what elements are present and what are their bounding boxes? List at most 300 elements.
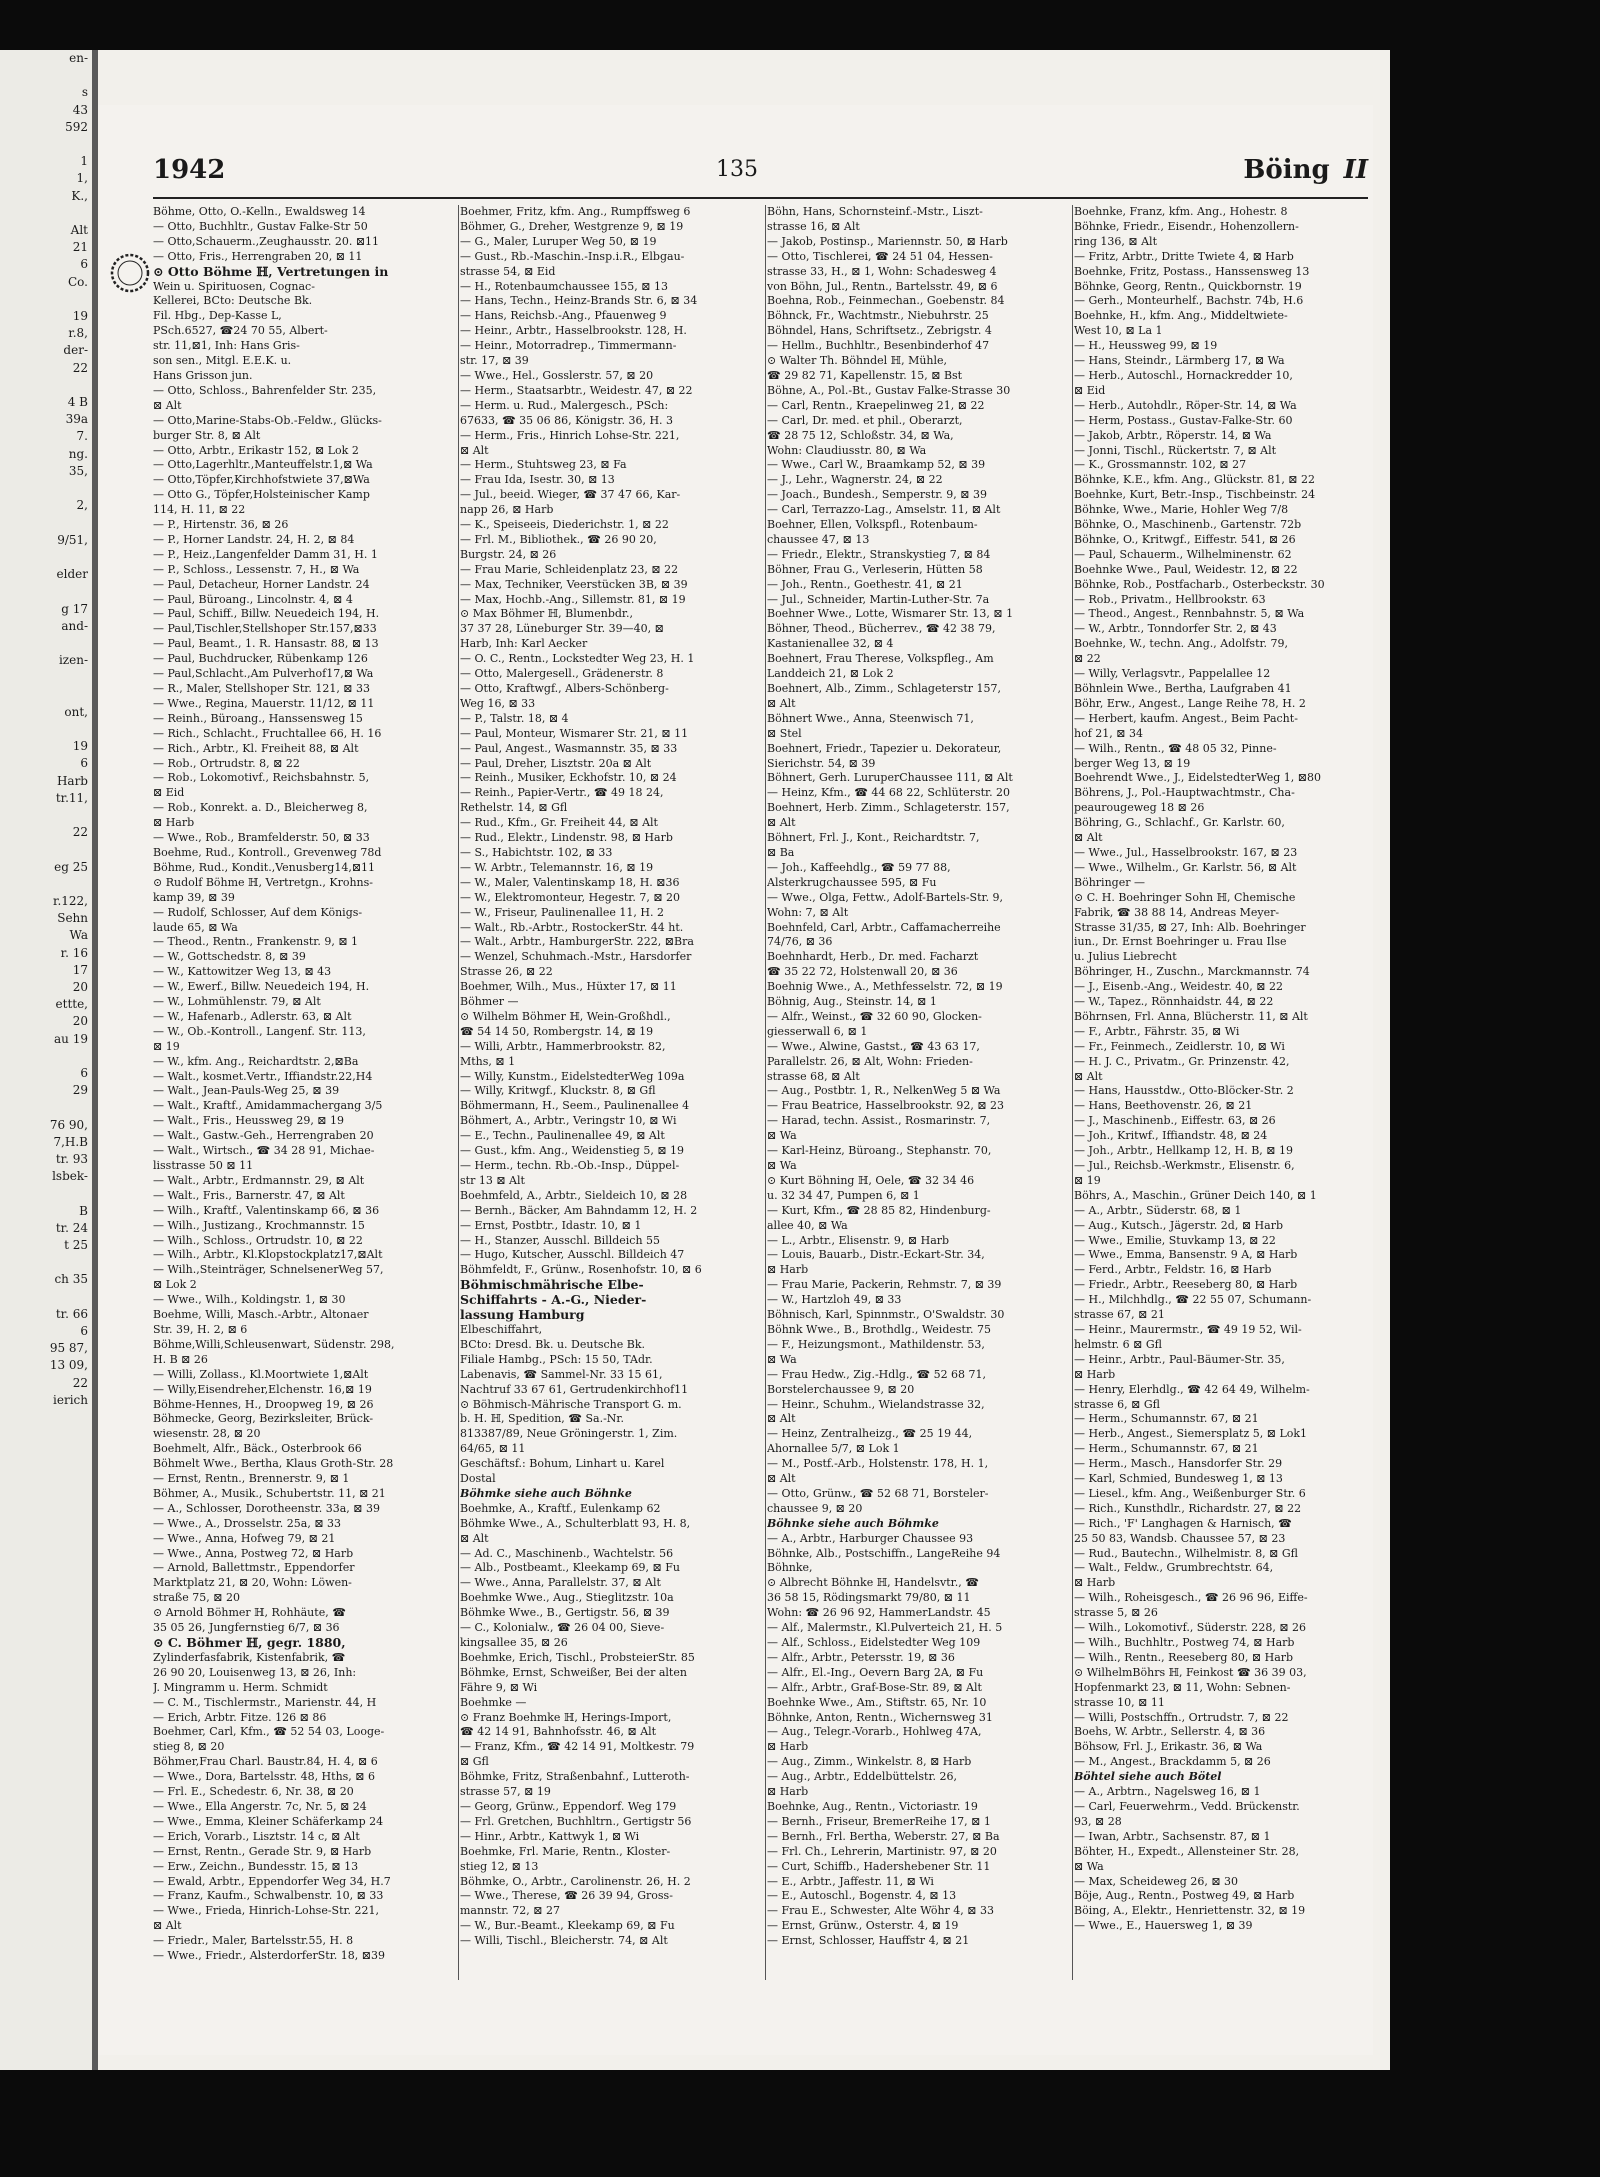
directory-entry-line: Böhmke, Ernst, Schweißer, Bei der alten	[460, 1665, 687, 1679]
directory-entry-line: ⊠ Wa	[767, 1129, 797, 1143]
directory-entry-line: strasse 54, ⊠ Eid	[460, 264, 556, 278]
directory-entry-line: Fil. Hbg., Dep-Kasse L,	[153, 309, 282, 323]
margin-fragment: 29	[72, 1083, 88, 1098]
directory-entry-line: straße 75, ⊠ 20	[153, 1591, 240, 1605]
directory-entry-line: Boehnert, Herb. Zimm., Schlageterstr. 157,	[767, 801, 1010, 815]
directory-entry-line: Böhmke Wwe., A., Schulterblatt 93, H. 8,	[460, 1516, 691, 1530]
directory-entry-line: — Reinh., Büroang., Hanssensweg 15	[153, 711, 363, 725]
margin-fragment: r.122,	[53, 893, 88, 908]
directory-entry-line: hof 21, ⊠ 34	[1074, 726, 1143, 740]
directory-entry-line: ⊠ Alt	[460, 443, 489, 457]
directory-entry-line: allee 40, ⊠ Wa	[767, 1218, 848, 1232]
directory-entry-line: — Hugo, Kutscher, Ausschl. Billdeich 47	[460, 1248, 685, 1262]
directory-entry-line: stieg 8, ⊠ 20	[153, 1740, 225, 1754]
directory-entry-line: — Herm., Staatsarbtr., Weidestr. 47, ⊠ 22	[460, 383, 693, 397]
directory-entry-line: 74/76, ⊠ 36	[767, 935, 833, 949]
directory-entry-line: — P., Hirtenstr. 36, ⊠ 26	[153, 518, 289, 532]
directory-entry-line: Böhrnsen, Frl. Anna, Blücherstr. 11, ⊠ Alt	[1074, 1009, 1308, 1023]
margin-fragment: 17	[72, 962, 88, 977]
margin-fragment: r.8,	[68, 326, 88, 341]
directory-entry-line: lisstrasse 50 ⊠ 11	[153, 1159, 254, 1172]
directory-entry-line: strasse 10, ⊠ 11	[1074, 1695, 1165, 1709]
directory-entry-line: burger Str. 8, ⊠ Alt	[153, 428, 261, 442]
directory-entry-line: Böhnisch, Karl, Spinnmstr., O'Swaldstr. 30	[767, 1308, 1005, 1322]
margin-fragment: elder	[56, 567, 88, 582]
directory-entry-line: Böhmke, O., Arbtr., Carolinenstr. 26, H. 2	[460, 1874, 691, 1888]
directory-entry-line: giesserwall 6, ⊠ 1	[767, 1024, 868, 1038]
directory-entry-line: — Ernst, Rentn., Gerade Str. 9, ⊠ Harb	[153, 1844, 372, 1858]
directory-entry-line: Boehnke Wwe., Am., Stiftstr. 65, Nr. 10	[767, 1695, 987, 1709]
directory-entry-line: Böhring, G., Schlachf., Gr. Karlstr. 60,	[1074, 816, 1285, 830]
directory-entry-line: — Fr., Feinmech., Zeidlerstr. 10, ⊠ Wi	[1074, 1039, 1285, 1053]
directory-entry-line: — Wwe., Carl W., Braamkamp 52, ⊠ 39	[767, 458, 986, 472]
directory-entry-line: Böhnke, K.E., kfm. Ang., Glückstr. 81, ⊠ 22	[1074, 473, 1316, 487]
directory-entry-line: Böhnert, Frl. J., Kont., Reichardtstr. 7,	[767, 831, 980, 845]
directory-entry-line: — Willi, Tischl., Bleicherstr. 74, ⊠ Alt	[460, 1934, 668, 1948]
directory-entry-line: Boehnert, Friedr., Tapezier u. Dekorateur,	[767, 741, 1002, 755]
directory-entry-line: — Curt, Schiffb., Hadershebener Str. 11	[767, 1859, 991, 1873]
margin-fragment: 9/51,	[57, 532, 88, 547]
margin-fragment: 35,	[68, 463, 88, 478]
column-2	[460, 205, 752, 1949]
directory-entry-line: — Bernh., Frl. Bertha, Weberstr. 27, ⊠ Ba	[767, 1829, 1000, 1843]
margin-fragment: 1,	[76, 171, 88, 186]
directory-entry-line: — Willy,Eisendreher,Elchenstr. 16,⊠ 19	[153, 1382, 372, 1396]
directory-entry-line: Boehmfeld, A., Arbtr., Sieldeich 10, ⊠ 28	[460, 1188, 688, 1202]
column-rule	[458, 205, 459, 1980]
margin-fragment	[0, 1254, 92, 1271]
directory-entry-line: — Rob., Privatm., Hellbrookstr. 63	[1074, 592, 1266, 606]
directory-entry-line: Strasse 26, ⊠ 22	[460, 965, 553, 979]
directory-entry-line: — Frau E., Schwester, Alte Wöhr 4, ⊠ 33	[767, 1904, 994, 1918]
directory-entry-line: — Wilh., Lokomotivf., Süderstr. 228, ⊠ 26	[1074, 1621, 1307, 1635]
directory-entry-line: u. 32 34 47, Pumpen 6, ⊠ 1	[767, 1188, 920, 1202]
page-year: 1942	[153, 155, 226, 185]
directory-entry-line: Boehnke, Aug., Rentn., Victoriastr. 19	[767, 1799, 978, 1813]
directory-entry-line: Mths, ⊠ 1	[460, 1054, 516, 1068]
margin-fragment: Harb	[56, 773, 88, 788]
column-4	[1074, 205, 1366, 1934]
directory-entry-line: — W., Elektromonteur, Hegestr. 7, ⊠ 20	[460, 890, 681, 904]
directory-entry-line: BCto: Dresd. Bk. u. Deutsche Bk.	[460, 1337, 646, 1351]
directory-entry-line: — Otto, Schloss., Bahrenfelder Str. 235,	[153, 383, 377, 397]
directory-entry-line: Boehnert, Frau Therese, Volkspfleg., Am	[767, 652, 994, 666]
directory-entry-line: ⊙ WilhelmBöhrs ℍ, Feinkost ☎ 36 39 03,	[1074, 1665, 1307, 1679]
directory-entry-line: J. Mingramm u. Herm. Schmidt	[153, 1680, 328, 1694]
directory-entry-line: — Walt., Wirtsch., ☎ 34 28 91, Michae-	[153, 1144, 375, 1158]
directory-entry-line: — W., Gottschedstr. 8, ⊠ 39	[153, 950, 306, 964]
directory-entry-line: Boehmke Wwe., Aug., Stieglitzstr. 10a	[460, 1591, 674, 1605]
directory-entry-line: — Arnold, Ballettmstr., Eppendorfer	[153, 1561, 355, 1575]
directory-entry-line: Filiale Hambg., PSch: 15 50, TAdr.	[460, 1352, 653, 1366]
margin-fragment: lsbek-	[52, 1169, 88, 1184]
directory-entry-line: — Heinr., Arbtr., Hasselbrookstr. 128, H.	[460, 324, 687, 338]
directory-entry-line: — Jul., Schneider, Martin-Luther-Str. 7a	[767, 592, 990, 606]
directory-entry-line: 37 37 28, Lüneburger Str. 39—40, ⊠	[460, 622, 664, 636]
directory-entry-line: Böhter, H., Expedt., Allensteiner Str. 28,	[1074, 1844, 1300, 1858]
margin-fragment: 6	[80, 756, 88, 771]
directory-entry-line: — W. Arbtr., Telemannstr. 16, ⊠ 19	[460, 860, 654, 874]
directory-entry-line: Böhme-Hennes, H., Droopweg 19, ⊠ 26	[153, 1397, 374, 1411]
directory-entry-line: — Karl, Schmied, Bundesweg 1, ⊠ 13	[1074, 1472, 1283, 1486]
directory-entry-line: Boehmer, Carl, Kfm., ☎ 52 54 03, Looge-	[153, 1725, 385, 1739]
directory-entry-line: — E., Techn., Paulinenallee 49, ⊠ Alt	[460, 1129, 665, 1143]
directory-entry-line: strasse 16, ⊠ Alt	[767, 219, 860, 233]
directory-entry-line: — Alfr., Arbtr., Petersstr. 19, ⊠ 36	[767, 1650, 955, 1664]
margin-fragment: 6	[80, 1065, 88, 1080]
directory-entry-line: — Wwe., Emma, Bansenstr. 9 A, ⊠ Harb	[1074, 1248, 1298, 1262]
directory-entry-line: — Wwe., Ella Angerstr. 7c, Nr. 5, ⊠ 24	[153, 1799, 367, 1813]
directory-entry-line: — Otto, Arbtr., Erikastr 152, ⊠ Lok 2	[153, 443, 359, 457]
directory-entry-line: — E., Arbtr., Jaffestr. 11, ⊠ Wi	[767, 1874, 934, 1888]
directory-entry-line: 35 05 26, Jungfernstieg 6/7, ⊠ 36	[153, 1621, 340, 1635]
directory-entry-line: — Aug., Postbtr. 1, R., NelkenWeg 5 ⊠ Wa	[767, 1084, 1001, 1098]
directory-entry-line: — Gust., kfm. Ang., Weidenstieg 5, ⊠ 19	[460, 1144, 685, 1158]
directory-entry-line: ⊠ Lok 2	[153, 1278, 197, 1292]
directory-entry-line: Nachtruf 33 67 61, Gertrudenkirchhof11	[460, 1382, 689, 1396]
margin-fragment	[0, 1099, 92, 1116]
directory-entry-line: — W., Maler, Valentinskamp 18, H. ⊠36	[460, 875, 680, 889]
directory-entry-line: strasse 67, ⊠ 21	[1074, 1308, 1165, 1322]
directory-entry-line: — Wwe., Hel., Gosslerstr. 57, ⊠ 20	[460, 368, 654, 382]
margin-fragment	[0, 807, 92, 824]
directory-entry-line: — H., Rotenbaumchaussee 155, ⊠ 13	[460, 279, 669, 293]
directory-entry-line: — Liesel., kfm. Ang., Weißenburger Str. 6	[1074, 1486, 1306, 1500]
margin-fragment: ettte,	[55, 997, 88, 1012]
directory-entry-line: ⊠ 22	[1074, 652, 1101, 666]
directory-entry-line: Böhmecke, Georg, Bezirksleiter, Brück-	[153, 1412, 374, 1426]
directory-entry-line: Burgstr. 24, ⊠ 26	[460, 547, 557, 561]
directory-entry-line: Harb, Inh: Karl Aecker	[460, 637, 588, 651]
column-rule	[1072, 205, 1073, 1980]
margin-fragment: 22	[72, 1375, 88, 1390]
directory-entry-line: — Rudolf, Schlosser, Auf dem Königs-	[153, 905, 363, 919]
directory-entry-line: — Wwe., Anna, Postweg 72, ⊠ Harb	[153, 1546, 354, 1560]
directory-entry-line: — Herm., Stuhtsweg 23, ⊠ Fa	[460, 458, 627, 472]
directory-entry-line: von Böhn, Jul., Rentn., Bartelsstr. 49, ⊠ 6	[767, 279, 998, 293]
directory-entry-line: — Franz, Kfm., ☎ 42 14 91, Moltkestr. 79	[460, 1740, 695, 1754]
directory-entry-line: Böhrens, J., Pol.-Hauptwachtmstr., Cha-	[1074, 786, 1295, 800]
directory-entry-line: ⊙ C. H. Boehringer Sohn ℍ, Chemische	[1074, 890, 1296, 904]
directory-entry-line: — Wilh., Kraftf., Valentinskamp 66, ⊠ 36	[153, 1203, 380, 1217]
directory-entry-line: — Gerh., Monteurhelf., Bachstr. 74b, H.6	[1074, 294, 1304, 308]
directory-entry-line: — Jul., beeid. Wieger, ☎ 37 47 66, Kar-	[460, 488, 681, 502]
directory-entry-line: — Frl. Ch., Lehrerin, Martinistr. 97, ⊠ 20	[767, 1844, 997, 1858]
directory-entry-line: ⊠ Stel	[767, 726, 802, 740]
directory-entry-line: — Paul, Schiff., Billw. Neuedeich 194, H.	[153, 607, 380, 621]
directory-entry-line: — H., Stanzer, Ausschl. Billdeich 55	[460, 1233, 661, 1247]
margin-fragment: der-	[63, 343, 88, 358]
directory-entry-line: ☎ 28 75 12, Schloßstr. 34, ⊠ Wa,	[767, 428, 954, 442]
directory-entry-line: — Wwe., Friedr., AlsterdorferStr. 18, ⊠39	[153, 1949, 385, 1963]
margin-fragment: 20	[72, 1014, 88, 1029]
directory-entry-line: — Rud., Bautechn., Wilhelmistr. 8, ⊠ Gfl	[1074, 1546, 1299, 1560]
directory-entry-line: — W., Kattowitzer Weg 13, ⊠ 43	[153, 965, 332, 979]
directory-entry-line: Str. 39, H. 2, ⊠ 6	[153, 1322, 248, 1336]
margin-fragment: K.,	[71, 188, 88, 203]
directory-entry-line: Wohn: Claudiusstr. 80, ⊠ Wa	[767, 443, 927, 457]
directory-entry-line: ⊙ C. Böhmer ℍ, gegr. 1880,	[153, 1636, 346, 1650]
directory-entry-line: Böhnke, Georg, Rentn., Quickbornstr. 19	[1074, 279, 1302, 293]
directory-entry-line: — S., Habichtstr. 102, ⊠ 33	[460, 845, 613, 859]
margin-fragment: 6	[80, 257, 88, 272]
directory-entry-line: — W., Friseur, Paulinenallee 11, H. 2	[460, 905, 665, 919]
margin-fragment	[0, 549, 92, 566]
directory-entry-line: — Otto,Töpfer,Kirchhofstwiete 37,⊠Wa	[153, 473, 370, 487]
directory-entry-line: 813387/89, Neue Gröningerstr. 1, Zim.	[460, 1427, 678, 1441]
directory-entry-line: — J., Maschinenb., Eiffestr. 63, ⊠ 26	[1074, 1114, 1276, 1128]
directory-entry-line: str 13 ⊠ Alt	[460, 1173, 525, 1187]
directory-entry-line: — Wwe., A., Drosselstr. 25a, ⊠ 33	[153, 1516, 342, 1530]
margin-fragment: 4 B	[67, 395, 88, 410]
directory-entry-line: — Hans, Steindr., Lärmberg 17, ⊠ Wa	[1074, 354, 1285, 368]
directory-entry-line: — M., Angest., Brackdamm 5, ⊠ 26	[1074, 1755, 1271, 1769]
directory-entry-line: chaussee 9, ⊠ 20	[767, 1501, 863, 1515]
margin-fragment: 592	[65, 119, 88, 134]
directory-entry-line: — Wwe., Dora, Bartelsstr. 48, Hths, ⊠ 6	[153, 1770, 376, 1784]
margin-fragment: eg 25	[54, 859, 88, 874]
directory-entry-line: ⊠ Harb	[767, 1740, 809, 1754]
directory-entry-line: — W., Lohmühlenstr. 79, ⊠ Alt	[153, 995, 321, 1009]
directory-entry-line: — Hans, Techn., Heinz-Brands Str. 6, ⊠ 34	[460, 294, 698, 308]
directory-entry-line: — Alf., Schloss., Eidelstedter Weg 109	[767, 1636, 981, 1649]
directory-entry-line: Böhnig, Aug., Steinstr. 14, ⊠ 1	[767, 995, 937, 1009]
directory-entry-line: Rethelstr. 14, ⊠ Gfl	[460, 801, 568, 815]
directory-entry-line: — Aug., Telegr.-Vorarb., Hohlweg 47A,	[767, 1725, 982, 1739]
margin-fragment: tr. 93	[55, 1152, 88, 1166]
directory-entry-line: — Aug., Arbtr., Eddelbüttelstr. 26,	[767, 1770, 957, 1784]
directory-entry-line: — Carl, Rentn., Kraepelinweg 21, ⊠ 22	[767, 398, 985, 412]
directory-entry-line: ⊠ Wa	[767, 1159, 797, 1172]
directory-entry-line: — Walt., kosmet.Vertr., Iffiandstr.22,H4	[153, 1069, 373, 1083]
directory-entry-line: strasse 5, ⊠ 26	[1074, 1606, 1158, 1620]
margin-fragment: s	[81, 85, 88, 100]
directory-entry-line: — Alf., Malermstr., Kl.Pulverteich 21, H. 5	[767, 1621, 1003, 1635]
directory-entry-line: Boehnke, Fritz, Postass., Hanssensweg 13	[1074, 264, 1310, 278]
directory-entry-line: Böhne, A., Pol.-Bt., Gustav Falke-Strasse 30	[767, 383, 1011, 397]
directory-entry-line: — C., Kolonialw., ☎ 26 04 00, Sieve-	[460, 1621, 665, 1635]
directory-entry-line: Böhnke, Anton, Rentn., Wichernsweg 31	[767, 1710, 993, 1724]
directory-entry-line: — Herm, Postass., Gustav-Falke-Str. 60	[1074, 413, 1293, 427]
directory-entry-line: — Paul, Beamt., 1. R. Hansastr. 88, ⊠ 13	[153, 637, 379, 651]
margin-fragment: ch 35	[54, 1272, 88, 1287]
margin-fragment: ierich	[53, 1392, 88, 1407]
directory-entry-line: — Alb., Postbeamt., Kleekamp 69, ⊠ Fu	[460, 1561, 680, 1575]
directory-entry-line: Böhmke siehe auch Böhnke	[460, 1486, 632, 1500]
scan-border	[1390, 105, 1600, 2095]
margin-fragment	[0, 136, 92, 153]
directory-entry-line: — Heinr., Arbtr., Paul-Bäumer-Str. 35,	[1074, 1352, 1285, 1366]
margin-fragment: tr.11,	[55, 790, 88, 805]
directory-entry-line: Labenavis, ☎ Sammel-Nr. 33 15 61,	[460, 1367, 663, 1381]
directory-entry-line: — Max, Hochb.-Ang., Sillemstr. 81, ⊠ 19	[460, 592, 686, 606]
directory-entry-line: Böhnk Wwe., B., Brothdlg., Weidestr. 75	[767, 1322, 991, 1336]
directory-entry-line: — Aug., Kutsch., Jägerstr. 2d, ⊠ Harb	[1074, 1218, 1283, 1232]
margin-fragment: 13 09,	[49, 1358, 88, 1373]
directory-entry-line: — Wilh., Rentn., Reeseberg 80, ⊠ Harb	[1074, 1650, 1294, 1664]
directory-entry-line: — Heinr., Motorradrep., Timmermann-	[460, 339, 677, 353]
directory-entry-line: Elbeschiffahrt,	[460, 1322, 543, 1336]
directory-entry-line: — Wwe., Regina, Mauerstr. 11/12, ⊠ 11	[153, 696, 375, 710]
directory-entry-line: Böhnke siehe auch Böhmke	[767, 1516, 939, 1530]
directory-entry-line: — Karl-Heinz, Büroang., Stephanstr. 70,	[767, 1144, 992, 1158]
directory-entry-line: Boehmelt, Alfr., Bäck., Osterbrook 66	[153, 1442, 362, 1456]
directory-entry-line: wiesenstr. 28, ⊠ 20	[153, 1427, 261, 1441]
directory-entry-line: Böhnke,	[767, 1561, 813, 1575]
directory-entry-line: ⊠ 19	[1074, 1173, 1101, 1187]
directory-entry-line: ⊠ Eid	[1074, 383, 1106, 397]
directory-entry-line: — Walt., Fris., Barnerstr. 47, ⊠ Alt	[153, 1188, 345, 1202]
directory-entry-line: Böhsow, Frl. J., Erikastr. 36, ⊠ Wa	[1074, 1740, 1263, 1754]
directory-entry-line: — Alfr., Weinst., ☎ 32 60 90, Glocken-	[767, 1009, 982, 1023]
directory-entry-line: Böhner, Frau G., Verleserin, Hütten 58	[767, 562, 983, 576]
directory-entry-line: — Erw., Zeichn., Bundesstr. 15, ⊠ 13	[153, 1859, 359, 1873]
directory-entry-line: ⊠ Wa	[767, 1352, 797, 1366]
margin-fragment: Co.	[67, 274, 88, 289]
directory-entry-line: ⊙ Albrecht Böhnke ℍ, Handelsvtr., ☎	[767, 1576, 979, 1590]
directory-entry-line: lassung Hamburg	[460, 1308, 585, 1323]
directory-entry-line: — Friedr., Maler, Bartelsstr.55, H. 8	[153, 1934, 354, 1948]
directory-entry-line: Böhndel, Hans, Schriftsetz., Zebrigstr. 4	[767, 324, 992, 338]
directory-entry-line: napp 26, ⊠ Harb	[460, 503, 554, 517]
directory-entry-line: Hans Grisson jun.	[153, 368, 253, 382]
directory-entry-line: — P., Horner Landstr. 24, H. 2, ⊠ 84	[153, 532, 355, 546]
directory-entry-line: ⊙ Böhmisch-Mährische Transport G. m.	[460, 1397, 682, 1411]
directory-entry-line: H. B ⊠ 26	[153, 1352, 208, 1366]
directory-entry-line: — Paul, Monteur, Wismarer Str. 21, ⊠ 11	[460, 726, 689, 740]
directory-entry-line: Boehnke Wwe., Paul, Weidestr. 12, ⊠ 22	[1074, 562, 1298, 576]
directory-entry-line: Strasse 31/35, ⊠ 27, Inh: Alb. Boehringer	[1074, 920, 1306, 934]
directory-entry-line: — Rich., 'F' Langhagen & Harnisch, ☎	[1074, 1516, 1292, 1530]
directory-entry-line: — L., Arbtr., Elisenstr. 9, ⊠ Harb	[767, 1233, 950, 1247]
directory-entry-line: — Frau Marie, Packerin, Rehmstr. 7, ⊠ 39	[767, 1278, 1002, 1292]
directory-entry-line: — P., Schloss., Lessenstr. 7, H., ⊠ Wa	[153, 562, 360, 576]
directory-entry-line: Böhtel siehe auch Bötel	[1074, 1770, 1222, 1784]
directory-entry-line: Böhnlein Wwe., Bertha, Laufgraben 41	[1074, 682, 1292, 695]
directory-entry-line: — A., Arbtr., Harburger Chaussee 93	[767, 1531, 974, 1545]
directory-entry-line: — Hellm., Buchhltr., Besenbinderhof 47	[767, 339, 990, 353]
directory-entry-line: — Herb., Angest., Siemersplatz 5, ⊠ Lok1	[1074, 1427, 1308, 1441]
margin-fragment: 39a	[65, 412, 88, 427]
directory-entry-line: ⊠ Alt	[153, 1919, 182, 1933]
directory-entry-line: Dostal	[460, 1472, 496, 1486]
directory-entry-line: — A., Arbtrn., Nagelsweg 16, ⊠ 1	[1074, 1785, 1261, 1799]
directory-entry-line: — W., Hartzloh 49, ⊠ 33	[767, 1293, 902, 1307]
directory-entry-line: Weg 16, ⊠ 33	[460, 696, 536, 710]
directory-entry-line: 93, ⊠ 28	[1074, 1814, 1122, 1828]
directory-entry-line: — P., Heiz.,Langenfelder Damm 31, H. 1	[153, 547, 378, 561]
directory-entry-line: — Paul,Schlacht.,Am Pulverhof17,⊠ Wa	[153, 667, 374, 681]
directory-entry-line: — Erich, Vorarb., Lisztstr. 14 c, ⊠ Alt	[153, 1829, 360, 1843]
directory-entry-line: — Ernst, Grünw., Osterstr. 4, ⊠ 19	[767, 1919, 959, 1933]
directory-entry-line: West 10, ⊠ La 1	[1074, 324, 1163, 338]
directory-entry-line: — Wenzel, Schuhmach.-Mstr., Harsdorfer	[460, 950, 692, 964]
directory-entry-line: ⊠ Alt	[767, 1472, 796, 1486]
directory-entry-line: — Bernh., Bäcker, Am Bahndamm 12, H. 2	[460, 1203, 698, 1217]
directory-entry-line: Zylinderfasfabrik, Kistenfabrik, ☎	[153, 1650, 346, 1664]
directory-entry-line: — Gust., Rb.-Maschin.-Insp.i.R., Elbgau-	[460, 249, 685, 263]
previous-page-edge	[0, 50, 94, 2070]
directory-entry-line: — Willy, Verlagsvtr., Pappelallee 12	[1074, 667, 1271, 681]
directory-entry-line: — Louis, Bauarb., Distr.-Eckart-Str. 34,	[767, 1248, 985, 1262]
directory-entry-line: — Wwe., Wilh., Koldingstr. 1, ⊠ 30	[153, 1293, 346, 1307]
directory-entry-line: Böhnke, Rob., Postfacharb., Osterbeckstr. 30	[1074, 577, 1325, 591]
directory-entry-line: — Frl. Gretchen, Buchhltrn., Gertigstr 56	[460, 1814, 692, 1828]
directory-entry-line: Böhmer, A., Musik., Schubertstr. 11, ⊠ 21	[153, 1486, 386, 1500]
directory-entry-line: Boehnke, Kurt, Betr.-Insp., Tischbeinstr. 24	[1074, 488, 1316, 502]
directory-entry-line: Böhmer, G., Dreher, Westgrenze 9, ⊠ 19	[460, 219, 684, 233]
directory-entry-line: — Wilh., Arbtr., Kl.Klopstockplatz17,⊠Alt	[153, 1248, 383, 1262]
directory-entry-line: — Wwe., Olga, Fettw., Adolf-Bartels-Str. 9,	[767, 890, 1004, 904]
directory-entry-line: 114, H. 11, ⊠ 22	[153, 503, 246, 517]
directory-entry-line: Boehnke, H., kfm. Ang., Middeltwiete-	[1074, 309, 1288, 323]
directory-entry-line: Böhmer,Frau Charl. Baustr.84, H. 4, ⊠ 6	[153, 1755, 378, 1769]
directory-entry-line: ⊠ Gfl	[460, 1755, 489, 1769]
directory-entry-line: ☎ 35 22 72, Holstenwall 20, ⊠ 36	[767, 965, 958, 979]
directory-entry-line: ⊠ Harb	[153, 816, 195, 830]
margin-fragment	[0, 514, 92, 531]
directory-entry-line: Boehmer, Wilh., Mus., Hüxter 17, ⊠ 11	[460, 980, 677, 994]
margin-fragment	[0, 67, 92, 84]
directory-entry-line: ring 136, ⊠ Alt	[1074, 234, 1157, 248]
margin-fragment: 76 90,	[49, 1117, 88, 1132]
directory-entry-line: Böhme,Willi,Schleusenwart, Südenstr. 298,	[153, 1337, 395, 1351]
directory-entry-line: — W., Hafenarb., Adlerstr. 63, ⊠ Alt	[153, 1009, 352, 1023]
margin-fragment	[0, 205, 92, 222]
directory-entry-line: 67633, ☎ 35 06 86, Königstr. 36, H. 3	[460, 413, 674, 427]
directory-entry-line: — Otto, Buchhltr., Gustav Falke-Str 50	[153, 219, 368, 233]
directory-entry-line: u. Julius Liebrecht	[1074, 950, 1177, 964]
directory-entry-line: — Wilh., Justizang., Krochmannstr. 15	[153, 1218, 365, 1232]
directory-entry-line: Böhringer, H., Zuschn., Marckmannstr. 74	[1074, 965, 1310, 979]
directory-entry-line: berger Weg 13, ⊠ 19	[1074, 756, 1191, 770]
directory-entry-line: — Otto,Marine-Stabs-Ob.-Feldw., Glücks-	[153, 413, 382, 427]
directory-entry-line: — Rich., Arbtr., Kl. Freiheit 88, ⊠ Alt	[153, 741, 359, 755]
margin-fragment: r. 16	[60, 945, 88, 960]
margin-fragment: t 25	[64, 1238, 88, 1253]
directory-entry-line: — Otto, Grünw., ☎ 52 68 71, Borsteler-	[767, 1486, 989, 1500]
directory-entry-line: — Wwe., Anna, Hofweg 79, ⊠ 21	[153, 1531, 336, 1545]
directory-entry-line: ⊙ Franz Boehmke ℍ, Herings-Import,	[460, 1710, 672, 1724]
margin-fragment: 43	[72, 102, 88, 117]
directory-entry-line: Boehme, Rud., Kontroll., Grevenweg 78d	[153, 845, 382, 859]
directory-entry-line: ⊠ Wa	[1074, 1859, 1104, 1873]
directory-entry-line: — Jakob, Arbtr., Röperstr. 14, ⊠ Wa	[1074, 428, 1272, 442]
directory-entry-line: — Hans, Hausstdw., Otto-Blöcker-Str. 2	[1074, 1084, 1294, 1098]
directory-entry-line: — Iwan, Arbtr., Sachsenstr. 87, ⊠ 1	[1074, 1829, 1271, 1843]
directory-entry-line: — G., Maler, Luruper Weg 50, ⊠ 19	[460, 234, 657, 248]
directory-entry-line: ⊙ Otto Böhme ℍ, Vertretungen in	[153, 264, 389, 279]
directory-entry-line: Wein u. Spirituosen, Cognac-	[153, 279, 315, 293]
directory-entry-line: ⊠ Harb	[1074, 1367, 1116, 1381]
margin-fragment: 22	[72, 360, 88, 375]
directory-entry-line: — Kurt, Kfm., ☎ 28 85 82, Hindenburg-	[767, 1203, 991, 1217]
directory-entry-line: — Paul, Dreher, Lisztstr. 20a ⊠ Alt	[460, 756, 652, 770]
directory-entry-line: ⊠ 19	[153, 1039, 180, 1053]
directory-entry-line: — Walt., Arbtr., Erdmannstr. 29, ⊠ Alt	[153, 1173, 365, 1187]
directory-entry-line: — W., Tapez., Rönnhaidstr. 44, ⊠ 22	[1074, 995, 1274, 1009]
directory-entry-line: — Willi, Postschffn., Ortrudstr. 7, ⊠ 22	[1074, 1710, 1289, 1724]
directory-entry-line: ⊠ Harb	[767, 1785, 809, 1799]
directory-entry-line: ⊙ Arnold Böhmer ℍ, Rohhäute, ☎	[153, 1606, 346, 1620]
directory-entry-line: — Frau Ida, Isestr. 30, ⊠ 13	[460, 473, 615, 487]
directory-entry-line: Parallelstr. 26, ⊠ Alt, Wohn: Frieden-	[767, 1054, 973, 1068]
firm-seal-icon	[110, 253, 150, 293]
directory-entry-line: son sen., Mitgl. E.E.K. u.	[153, 354, 292, 368]
directory-entry-line: — P., Talstr. 18, ⊠ 4	[460, 711, 569, 725]
directory-entry-line: ⊠ Alt	[767, 696, 796, 710]
directory-entry-line: — Paul, Angest., Wasmannstr. 35, ⊠ 33	[460, 741, 678, 755]
